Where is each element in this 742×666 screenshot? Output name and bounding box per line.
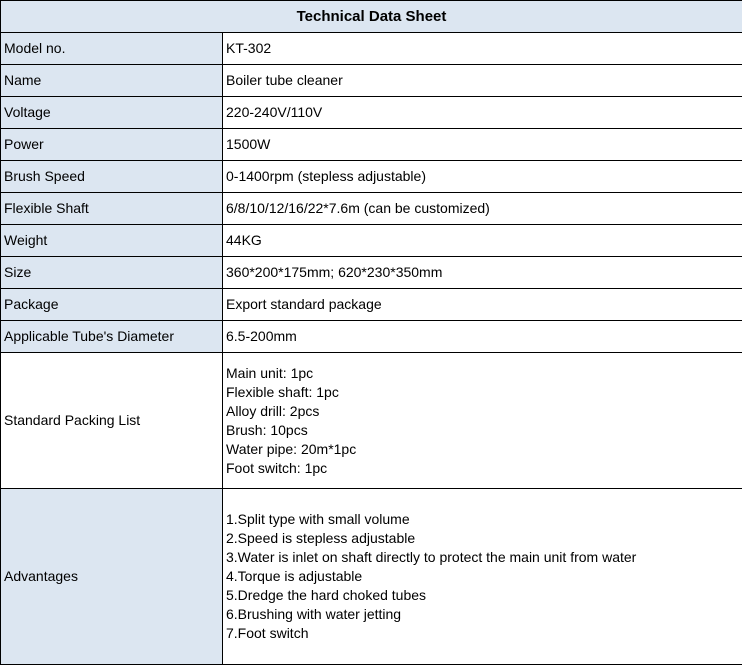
list-item: 4.Torque is adjustable: [226, 568, 363, 584]
list-item: 1.Split type with small volume: [226, 511, 410, 527]
row-label-size: Size: [1, 257, 223, 289]
row-value-packing-list: [223, 353, 742, 489]
list-item: Alloy drill: 2pcs: [226, 402, 320, 419]
table-title: Technical Data Sheet: [1, 1, 742, 33]
table-row: [1, 65, 742, 97]
row-label-packing-list: Standard Packing List: [1, 353, 223, 489]
list-item: 5.Dredge the hard choked tubes: [226, 587, 427, 603]
list-item: 3.Water is inlet on shaft directly to protect the main unit from water: [226, 549, 637, 565]
row-value-brush-speed: 0-1400rpm (stepless adjustable): [223, 161, 742, 193]
table-row: [1, 321, 742, 353]
row-value-weight: 44KG: [223, 225, 742, 257]
row-value-voltage: 220-240V/110V: [223, 97, 742, 129]
list-item: Foot switch: 1pc: [226, 459, 328, 476]
list-item: 6.Brushing with water jetting: [226, 606, 402, 622]
row-label-power: Power: [1, 129, 223, 161]
table-row: [1, 353, 742, 489]
list-item: Flexible shaft: 1pc: [226, 383, 339, 400]
table-row: [1, 161, 742, 193]
row-label-tube-diameter: Applicable Tube's Diameter: [1, 321, 223, 353]
row-value-name: Boiler tube cleaner: [223, 65, 742, 97]
list-item: Brush: 10pcs: [226, 421, 308, 438]
row-label-weight: Weight: [1, 225, 223, 257]
row-label-brush-speed: Brush Speed: [1, 161, 223, 193]
table-row: [1, 33, 742, 65]
row-value-advantages: [223, 489, 742, 665]
list-item: Main unit: 1pc: [226, 364, 314, 381]
row-label-package: Package: [1, 289, 223, 321]
row-value-flexible-shaft: 6/8/10/12/16/22*7.6m (can be customized): [223, 193, 742, 225]
table-row: [1, 225, 742, 257]
table-row: [1, 289, 742, 321]
table-row: [1, 97, 742, 129]
table-row: [1, 489, 742, 665]
row-label-advantages: Advantages: [1, 489, 223, 665]
table-row: [1, 257, 742, 289]
row-label-voltage: Voltage: [1, 97, 223, 129]
row-value-power: 1500W: [223, 129, 742, 161]
table-row: [1, 129, 742, 161]
list-item: 2.Speed is stepless adjustable: [226, 530, 416, 546]
list-item: 7.Foot switch: [226, 625, 309, 641]
row-value-size: 360*200*175mm; 620*230*350mm: [223, 257, 742, 289]
row-value-tube-diameter: 6.5-200mm: [223, 321, 742, 353]
row-value-model: KT-302: [223, 33, 742, 65]
row-label-name: Name: [1, 65, 223, 97]
table-row: [1, 193, 742, 225]
row-label-flexible-shaft: Flexible Shaft: [1, 193, 223, 225]
list-item: Water pipe: 20m*1pc: [226, 440, 357, 457]
row-value-package: Export standard package: [223, 289, 742, 321]
row-label-model: Model no.: [1, 33, 223, 65]
